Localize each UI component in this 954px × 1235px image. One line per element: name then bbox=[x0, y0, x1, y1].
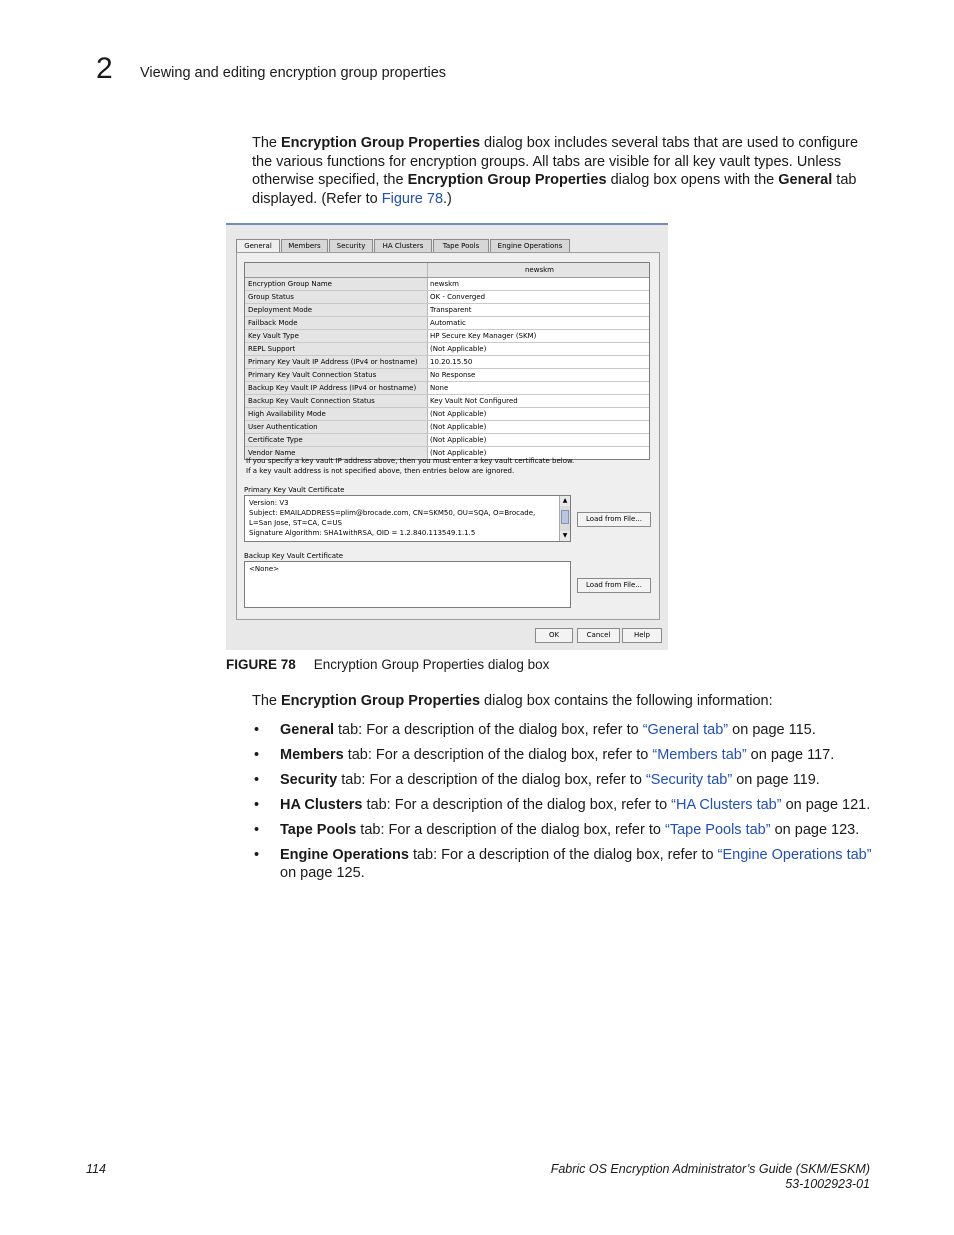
contains-bold: Encryption Group Properties bbox=[281, 693, 481, 709]
property-name: Vendor Name bbox=[245, 447, 428, 459]
bullet-text: on page 119. bbox=[732, 772, 820, 788]
footer-doc-number: 53-1002923-01 bbox=[785, 1177, 870, 1191]
vault-note-1: If you specify a key vault IP address above, then you must enter a key vault certificate below. bbox=[246, 457, 575, 465]
encryption-group-properties-dialog bbox=[226, 223, 668, 650]
intro-text: tab displayed. (Refer to bbox=[252, 172, 857, 208]
primary-cert-textarea[interactable] bbox=[244, 495, 571, 542]
bullet-text: on page 121. bbox=[781, 797, 871, 813]
property-value[interactable]: Transparent bbox=[430, 306, 472, 314]
tab-name: General bbox=[280, 722, 334, 738]
primary-cert-label: Primary Key Vault Certificate bbox=[244, 486, 345, 494]
contains-text: The bbox=[252, 693, 282, 709]
table-header-row bbox=[245, 263, 649, 278]
footer-book-title: Fabric OS Encryption Administrator’s Guide (SKM/ESKM) bbox=[550, 1162, 870, 1176]
intro-bold: Encryption Group Properties bbox=[407, 172, 607, 189]
cert-line: L=San Jose, ST=CA, C=US bbox=[249, 519, 342, 527]
property-value[interactable]: (Not Applicable) bbox=[430, 410, 487, 418]
backup-cert-textarea[interactable]: <None> bbox=[244, 561, 571, 608]
table-row[interactable] bbox=[245, 343, 649, 356]
table-row[interactable] bbox=[245, 356, 649, 369]
bullet-text: on page 125. bbox=[280, 865, 365, 881]
property-name: Group Status bbox=[245, 291, 428, 303]
property-value[interactable]: (Not Applicable) bbox=[430, 423, 487, 431]
tab-security[interactable]: Security bbox=[329, 239, 373, 252]
figure-label: FIGURE 78 bbox=[226, 657, 296, 672]
figure-caption bbox=[226, 657, 549, 672]
property-name: Encryption Group Name bbox=[245, 278, 428, 290]
bullet-text: tab: For a description of the dialog box, refer to bbox=[356, 822, 665, 838]
list-item bbox=[252, 796, 882, 814]
property-name: Primary Key Vault IP Address (IPv4 or hostname) bbox=[245, 356, 428, 368]
property-value[interactable]: Key Vault Not Configured bbox=[430, 397, 518, 405]
property-name: Backup Key Vault IP Address (IPv4 or hostname) bbox=[245, 382, 428, 394]
vault-note-2: If a key vault address is not specified above, then entries below are ignored. bbox=[246, 467, 515, 475]
intro-bold: Encryption Group Properties bbox=[281, 135, 481, 151]
contains-paragraph bbox=[252, 693, 773, 709]
property-name: Primary Key Vault Connection Status bbox=[245, 369, 428, 381]
bullet-icon: • bbox=[254, 722, 260, 738]
load-backup-cert-button[interactable]: Load from File... bbox=[577, 578, 651, 593]
bullet-icon: • bbox=[254, 847, 260, 863]
scroll-up-icon[interactable]: ▲ bbox=[560, 496, 570, 506]
bullet-text: tab: For a description of the dialog box, refer to bbox=[337, 772, 646, 788]
contains-text: dialog box contains the following information: bbox=[480, 693, 773, 709]
property-name: High Availability Mode bbox=[245, 408, 428, 420]
intro-text: dialog box opens with the bbox=[606, 172, 779, 189]
bullet-icon: • bbox=[254, 822, 260, 838]
properties-table bbox=[244, 262, 650, 460]
list-item bbox=[252, 721, 882, 739]
bullet-icon: • bbox=[254, 772, 260, 788]
ok-button[interactable]: OK bbox=[535, 628, 573, 643]
tab-reference-link[interactable]: “Security tab” bbox=[645, 772, 733, 788]
table-row[interactable] bbox=[245, 278, 649, 291]
cert-line: Subject: EMAILADDRESS=plim@brocade.com, CN=SKM50, OU=SQA, O=Brocade, bbox=[249, 509, 536, 517]
figure-78-link[interactable]: Figure 78 bbox=[381, 191, 444, 208]
property-value[interactable]: OK - Converged bbox=[430, 293, 486, 301]
scroll-thumb[interactable] bbox=[561, 510, 569, 524]
table-row[interactable] bbox=[245, 382, 649, 395]
cert-scrollbar[interactable] bbox=[559, 496, 570, 541]
header-blank bbox=[245, 263, 428, 277]
table-row[interactable] bbox=[245, 304, 649, 317]
intro-text: .) bbox=[443, 191, 452, 208]
tab-name: Security bbox=[280, 772, 338, 788]
tab-reference-link[interactable]: “Members tab” bbox=[652, 747, 747, 763]
property-name: Key Vault Type bbox=[245, 330, 428, 342]
scroll-down-icon[interactable]: ▼ bbox=[560, 531, 570, 541]
tab-name: Engine Operations bbox=[280, 847, 409, 863]
property-name: User Authentication bbox=[245, 421, 428, 433]
tab-name: Members bbox=[280, 747, 344, 763]
help-button[interactable]: Help bbox=[622, 628, 662, 643]
list-item bbox=[252, 746, 882, 764]
backup-cert-label: Backup Key Vault Certificate bbox=[244, 552, 344, 560]
figure-title: Encryption Group Properties dialog box bbox=[313, 657, 550, 672]
property-value[interactable]: (Not Applicable) bbox=[430, 345, 487, 353]
list-item bbox=[252, 771, 882, 789]
table-row[interactable] bbox=[245, 317, 649, 330]
intro-bold: General bbox=[778, 172, 833, 189]
tab-tape-pools[interactable]: Tape Pools bbox=[433, 239, 489, 252]
bullet-text: on page 117. bbox=[746, 747, 835, 763]
bullet-text: tab: For a description of the dialog box, refer to bbox=[362, 797, 672, 813]
cert-line: Signature Algorithm: SHA1withRSA, OID = 1.2.840.113549.1.1.5 bbox=[249, 529, 476, 537]
tab-reference-link[interactable]: “Tape Pools tab” bbox=[664, 822, 771, 838]
property-name: Deployment Mode bbox=[245, 304, 428, 316]
property-value[interactable]: newskm bbox=[430, 280, 459, 288]
column-header: newskm bbox=[428, 263, 649, 277]
table-row[interactable] bbox=[245, 421, 649, 434]
property-name: Failback Mode bbox=[245, 317, 428, 329]
list-item bbox=[252, 821, 882, 839]
property-value[interactable]: No Response bbox=[430, 371, 476, 379]
property-name: REPL Support bbox=[245, 343, 428, 355]
property-name: Certificate Type bbox=[245, 434, 428, 446]
tab-reference-link[interactable]: “General tab” bbox=[642, 722, 729, 738]
intro-paragraph bbox=[252, 134, 862, 209]
tab-reference-link[interactable]: “Engine Operations tab” bbox=[717, 847, 872, 863]
tab-name: Tape Pools bbox=[280, 822, 357, 838]
bullet-icon: • bbox=[254, 747, 260, 763]
property-value[interactable]: HP Secure Key Manager (SKM) bbox=[430, 332, 537, 340]
property-name: Backup Key Vault Connection Status bbox=[245, 395, 428, 407]
table-row[interactable] bbox=[245, 434, 649, 447]
tab-general[interactable]: General bbox=[236, 239, 280, 253]
property-value[interactable]: (Not Applicable) bbox=[430, 436, 487, 444]
tab-members[interactable]: Members bbox=[281, 239, 328, 252]
table-row[interactable] bbox=[245, 330, 649, 343]
bullet-text: tab: For a description of the dialog box, refer to bbox=[334, 722, 643, 738]
tab-engine-operations[interactable]: Engine Operations bbox=[490, 239, 570, 252]
bullet-text: on page 115. bbox=[728, 722, 816, 738]
property-value[interactable]: (Not Applicable) bbox=[430, 449, 487, 457]
cert-line: Version: V3 bbox=[249, 499, 289, 507]
chapter-number: 2 bbox=[96, 52, 113, 85]
cancel-button[interactable]: Cancel bbox=[577, 628, 620, 643]
bullet-icon: • bbox=[254, 797, 260, 813]
table-row[interactable] bbox=[245, 291, 649, 304]
running-header: Viewing and editing encryption group properties bbox=[140, 65, 447, 81]
tab-ha-clusters[interactable]: HA Clusters bbox=[374, 239, 432, 252]
property-value[interactable]: None bbox=[430, 384, 449, 392]
bullet-text: tab: For a description of the dialog box, refer to bbox=[343, 747, 653, 763]
tab-reference-link[interactable]: “HA Clusters tab” bbox=[671, 797, 782, 813]
bullet-text: on page 123. bbox=[770, 822, 860, 838]
intro-text: dialog box includes several tabs that are used to configure the various functions for encryption groups. All tabs are visible for all key vault types. Unless otherwise specified, the bbox=[252, 135, 859, 189]
tab-name: HA Clusters bbox=[280, 797, 363, 813]
table-row[interactable] bbox=[245, 369, 649, 382]
intro-text: The bbox=[252, 135, 282, 151]
list-item bbox=[252, 846, 882, 882]
footer-page-number: 114 bbox=[86, 1162, 106, 1176]
load-primary-cert-button[interactable]: Load from File... bbox=[577, 512, 651, 527]
property-value[interactable]: 10.20.15.50 bbox=[430, 358, 473, 366]
tab-bullet-list bbox=[252, 721, 882, 889]
table-row[interactable] bbox=[245, 408, 649, 421]
table-row[interactable] bbox=[245, 395, 649, 408]
property-value[interactable]: Automatic bbox=[430, 319, 466, 327]
bullet-text: tab: For a description of the dialog box, refer to bbox=[408, 847, 718, 863]
